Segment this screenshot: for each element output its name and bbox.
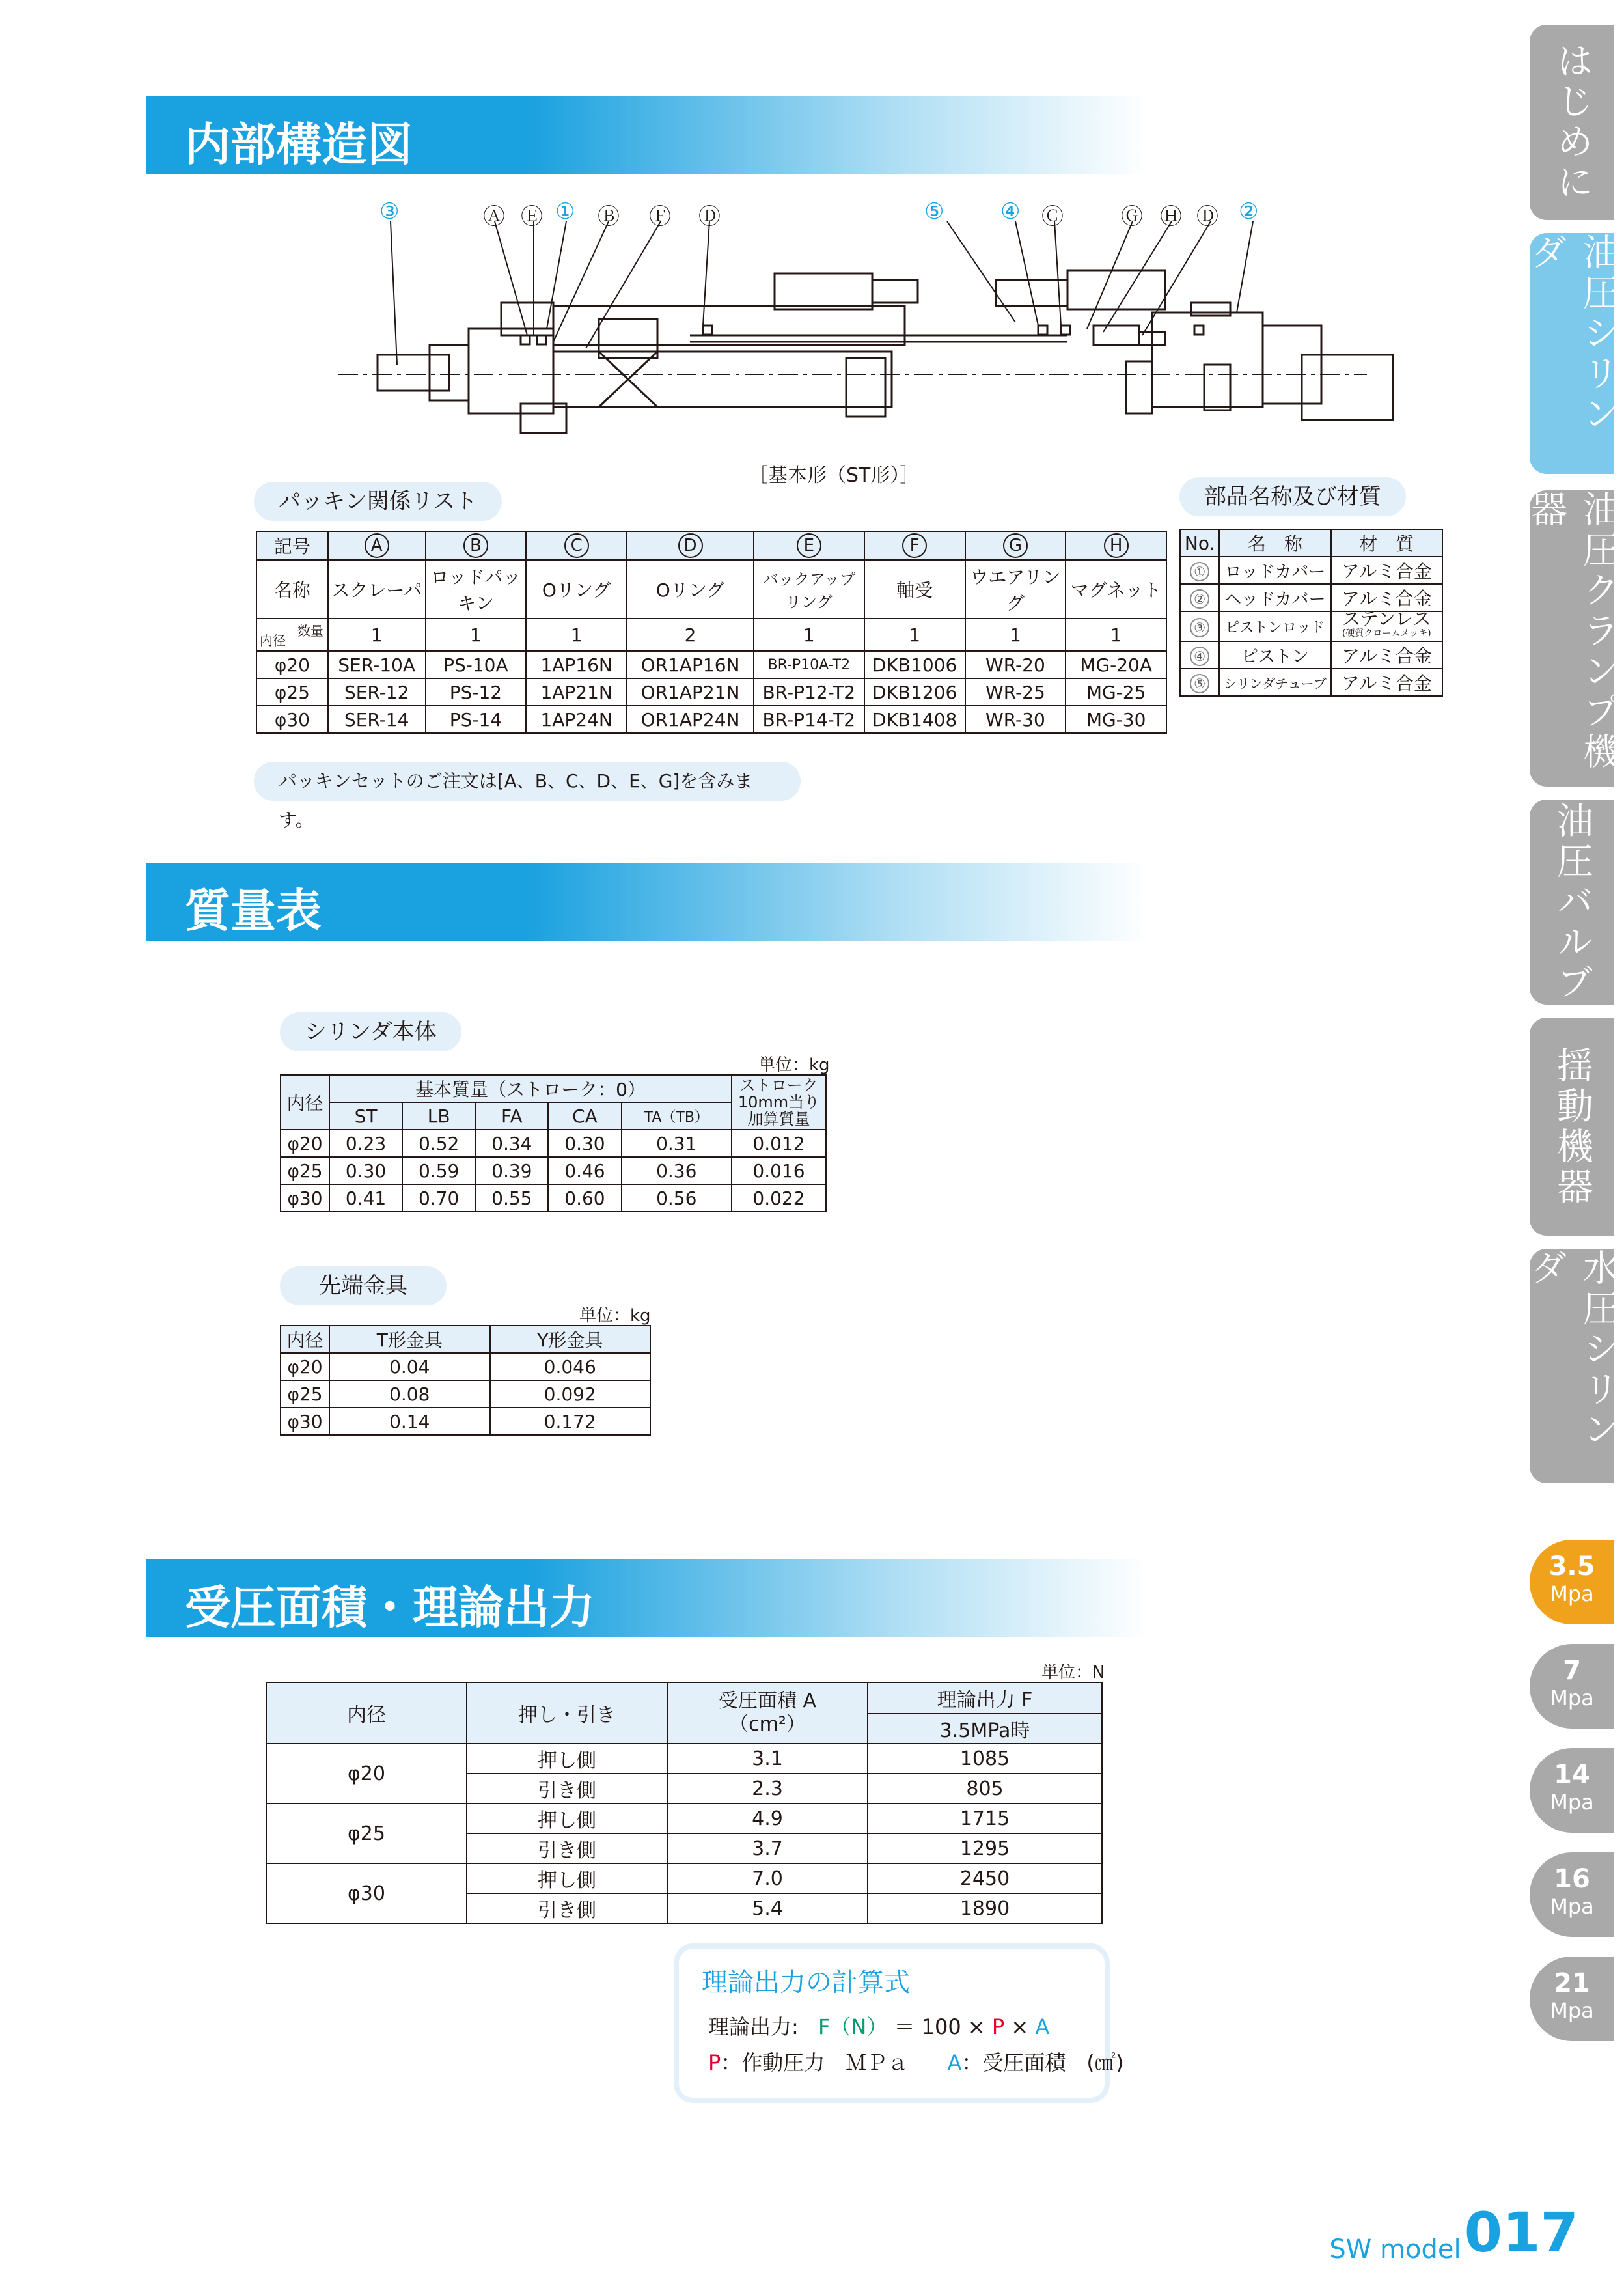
mpa-value: 3.5: [1548, 1552, 1595, 1581]
cell: 0.59: [402, 1157, 475, 1184]
part-material-note: (硬質クロームメッキ): [1342, 628, 1431, 639]
h-area-unit: （cm²）: [729, 1713, 806, 1736]
formula-times: ×: [1011, 2014, 1029, 2039]
force-row: [266, 1863, 1102, 1893]
cell: OR1AP21N: [627, 678, 754, 706]
part-no: ③: [1190, 618, 1209, 637]
mass-row: [281, 1157, 826, 1184]
mass-body-table: [280, 1074, 827, 1212]
tab-rotary[interactable]: 揺動機器: [1530, 1018, 1614, 1236]
part-name: ピストン: [1219, 641, 1330, 669]
h-bore: 内径: [281, 1075, 329, 1130]
name-g: ウエアリング: [965, 560, 1066, 619]
part-no: ②: [1190, 589, 1209, 609]
tip-row: [281, 1408, 650, 1435]
name-e: バックアップリング: [754, 560, 864, 619]
force: 2450: [868, 1863, 1102, 1893]
h-dir: 押し・引き: [467, 1682, 667, 1744]
tab-water-cylinder[interactable]: 水圧シリンダ: [1530, 1249, 1614, 1483]
sym-b: B: [463, 533, 488, 558]
tip-row: [281, 1353, 650, 1380]
qty-c: 1: [526, 619, 627, 651]
formula-title: 理論出力の計算式: [702, 1968, 910, 1998]
packing-table: [256, 531, 1167, 734]
formula-eq: ＝ 100 ×: [894, 2014, 985, 2039]
bore: φ30: [281, 1184, 329, 1212]
cell: PS-14: [426, 706, 527, 733]
packing-row-30: [256, 706, 1166, 733]
cell: 0.016: [732, 1157, 826, 1184]
section-header-structure: [146, 96, 1148, 174]
mass-tip-table: [280, 1325, 651, 1436]
bore: φ25: [256, 678, 328, 706]
mass-tip-pill: 先端金具: [280, 1266, 447, 1305]
callout-d: Ⓓ: [698, 204, 721, 230]
callout-3: ③: [379, 199, 400, 225]
h-col: CA: [548, 1102, 621, 1130]
formula-line2: [708, 2046, 1123, 2076]
packing-note: パッキンセットのご注文は[A、B、C、D、E、G]を含みます。: [254, 762, 801, 801]
cell: 0.012: [732, 1130, 826, 1157]
name-d: Oリング: [627, 560, 754, 619]
area: 4.9: [667, 1804, 868, 1833]
force: 1715: [868, 1804, 1102, 1833]
cell: WR-25: [965, 678, 1066, 706]
bore: φ20: [266, 1744, 467, 1804]
label-bore: 内径: [260, 633, 286, 648]
bore: φ30: [281, 1408, 329, 1435]
cell: SER-10A: [328, 651, 426, 678]
mpa-unit: Mpa: [1550, 1790, 1594, 1815]
qty-h: 1: [1066, 619, 1166, 651]
qty-e: 1: [754, 619, 864, 651]
tab-mpa-14[interactable]: [1530, 1748, 1614, 1833]
cell: PS-12: [426, 678, 527, 706]
part-material: アルミ合金: [1331, 641, 1442, 669]
dir: 引き側: [467, 1774, 667, 1804]
cell: OR1AP24N: [627, 706, 754, 733]
name-f: 軸受: [864, 560, 965, 619]
cell: 1AP21N: [526, 678, 627, 706]
mass-body-pill: シリンダ本体: [280, 1012, 461, 1051]
dir: 引き側: [467, 1893, 667, 1923]
callout-4: ④: [1000, 199, 1021, 225]
cell: DKB1408: [864, 706, 965, 733]
formula-p-text: ：作動圧力 ＭＰａ: [721, 2050, 909, 2075]
tab-mpa-16[interactable]: [1530, 1852, 1614, 1937]
qty-a: 1: [328, 619, 426, 651]
cell: 0.39: [475, 1157, 548, 1184]
tab-clamp[interactable]: 油圧クランプ機器: [1530, 490, 1614, 787]
area: 3.7: [667, 1833, 868, 1863]
qty-b: 1: [426, 619, 527, 651]
qty-d: 2: [627, 619, 754, 651]
mpa-unit: Mpa: [1550, 1894, 1594, 1919]
h-col: TA（TB）: [622, 1102, 732, 1130]
h-col: ST: [329, 1102, 402, 1130]
cell: BR-P10A-T2: [754, 651, 864, 678]
mpa-value: 7: [1563, 1656, 1581, 1686]
part-material: アルミ合金: [1331, 557, 1442, 584]
dir: 引き側: [467, 1833, 667, 1863]
bore: φ25: [281, 1380, 329, 1408]
mpa-value: 21: [1554, 1968, 1590, 1998]
parts-row: [1180, 557, 1442, 584]
cell: 0.55: [475, 1184, 548, 1212]
footer: [1329, 2201, 1578, 2264]
cell: MG-30: [1066, 706, 1166, 733]
formula-f: F（N）: [818, 2014, 888, 2039]
parts-row: [1180, 584, 1442, 611]
label-qty-bore: [256, 619, 328, 651]
h-force-sub: 3.5MPa時: [868, 1714, 1102, 1744]
cell: MG-25: [1066, 678, 1166, 706]
h-material: 材 質: [1331, 529, 1442, 557]
formula-box: [674, 1943, 1124, 2103]
callout-h: Ⓗ: [1160, 204, 1182, 230]
sym-a: A: [365, 533, 389, 558]
force-table: [266, 1682, 1103, 1924]
cell: SER-14: [328, 706, 426, 733]
cell: 0.14: [329, 1408, 490, 1435]
sym-e: E: [797, 533, 821, 558]
h-extra: ストローク10mm当り加算質量: [732, 1075, 826, 1130]
cell: 0.046: [490, 1353, 651, 1380]
callout-c: Ⓒ: [1041, 204, 1064, 230]
mpa-unit: Mpa: [1550, 1686, 1594, 1710]
bore: φ30: [256, 706, 328, 733]
cell: 0.022: [732, 1184, 826, 1212]
tab-hydraulic-cylinder[interactable]: 油圧シリンダ: [1530, 233, 1614, 474]
tab-mpa-3-5[interactable]: [1530, 1540, 1614, 1624]
parts-row: [1180, 641, 1442, 669]
h-force: 理論出力 F: [868, 1682, 1102, 1714]
part-no: ④: [1190, 647, 1209, 666]
callout-1: ①: [555, 199, 575, 225]
label-symbol: 記号: [256, 531, 328, 560]
cell: BR-P12-T2: [754, 678, 864, 706]
cell: 0.36: [622, 1157, 732, 1184]
cell: 0.23: [329, 1130, 402, 1157]
area: 5.4: [667, 1893, 868, 1923]
mass-row: [281, 1184, 826, 1212]
h-bore: 内径: [266, 1682, 467, 1744]
cell: DKB1206: [864, 678, 965, 706]
h-col: FA: [475, 1102, 548, 1130]
h-bore: 内径: [281, 1326, 329, 1353]
mpa-value: 14: [1554, 1760, 1590, 1790]
cell: 0.56: [622, 1184, 732, 1212]
section-title: 内部構造図: [185, 118, 413, 171]
tab-valve[interactable]: 油圧バルブ: [1530, 800, 1614, 1005]
force: 1295: [868, 1833, 1102, 1863]
bore: φ20: [281, 1130, 329, 1157]
page-number: 017: [1464, 2201, 1578, 2264]
cell: 0.52: [402, 1130, 475, 1157]
qty-g: 1: [965, 619, 1066, 651]
h-y: Y形金具: [490, 1326, 651, 1353]
name-h: マグネット: [1066, 560, 1166, 619]
tip-row: [281, 1380, 650, 1408]
sym-h: H: [1104, 533, 1129, 558]
dir: 押し側: [467, 1804, 667, 1833]
diagram-caption: ［基本形（ST形）］: [749, 464, 920, 487]
part-no: ⑤: [1190, 674, 1209, 693]
label-name: 名称: [256, 560, 328, 619]
name-b: ロッドパッキン: [426, 560, 527, 619]
part-material: アルミ合金: [1331, 669, 1442, 696]
cell: 0.70: [402, 1184, 475, 1212]
cell: 0.04: [329, 1353, 490, 1380]
section-title: 受圧面積・理論出力: [185, 1581, 595, 1634]
cell: 0.08: [329, 1380, 490, 1408]
part-name: ヘッドカバー: [1219, 584, 1330, 611]
h-col: LB: [402, 1102, 475, 1130]
qty-f: 1: [864, 619, 965, 651]
formula-a-text: ：受圧面積 (㎠): [961, 2050, 1124, 2075]
parts-pill: 部品名称及び材質: [1179, 477, 1406, 516]
h-t: T形金具: [329, 1326, 490, 1353]
label-qty: 数量: [297, 623, 323, 639]
dir: 押し側: [467, 1744, 667, 1774]
cell: PS-10A: [426, 651, 527, 678]
sym-f: F: [902, 533, 927, 558]
cell: 0.41: [329, 1184, 402, 1212]
area: 7.0: [667, 1863, 868, 1893]
mpa-unit: Mpa: [1550, 1998, 1594, 2023]
cell: 0.30: [548, 1130, 621, 1157]
part-no: ①: [1190, 562, 1209, 581]
callout-e: Ⓔ: [521, 204, 543, 230]
name-c: Oリング: [526, 560, 627, 619]
cell: DKB1006: [864, 651, 965, 678]
cell: 0.46: [548, 1157, 621, 1184]
callout-d2: Ⓓ: [1196, 204, 1218, 230]
formula-a2: A: [947, 2050, 962, 2075]
bore: φ20: [281, 1353, 329, 1380]
sym-g: G: [1003, 533, 1028, 558]
force: 1890: [868, 1893, 1102, 1923]
bore: φ25: [281, 1157, 329, 1184]
force: 805: [868, 1774, 1102, 1804]
packing-row-25: [256, 678, 1166, 706]
force-row: [266, 1744, 1102, 1774]
section-header-force: [146, 1559, 1148, 1637]
cell: 1AP24N: [526, 706, 627, 733]
tab-intro[interactable]: はじめに: [1530, 25, 1614, 220]
bore: φ20: [256, 651, 328, 678]
formula-line1: [708, 2011, 1049, 2040]
force-unit: 単位：N: [1041, 1663, 1105, 1682]
cell: OR1AP16N: [627, 651, 754, 678]
cell: WR-30: [965, 706, 1066, 733]
area: 3.1: [667, 1744, 868, 1774]
cell: WR-20: [965, 651, 1066, 678]
h-name: 名 称: [1219, 529, 1330, 557]
callout-5: ⑤: [924, 199, 944, 225]
part-material: ステンレス: [1342, 608, 1431, 630]
cell: SER-12: [328, 678, 426, 706]
cell: 1AP16N: [526, 651, 627, 678]
cell: 0.31: [622, 1130, 732, 1157]
callout-g: Ⓖ: [1121, 204, 1143, 230]
name-a: スクレーパ: [328, 560, 426, 619]
diagram-callouts: [0, 199, 1367, 229]
sym-c: C: [564, 533, 589, 558]
dir: 押し側: [467, 1863, 667, 1893]
tab-mpa-21[interactable]: [1530, 1957, 1614, 2041]
callout-b: Ⓑ: [598, 204, 620, 230]
mass-row: [281, 1130, 826, 1157]
force-row: [266, 1804, 1102, 1833]
mpa-unit: Mpa: [1550, 1581, 1594, 1606]
force: 1085: [868, 1744, 1102, 1774]
mpa-value: 16: [1554, 1864, 1590, 1894]
cell: 0.30: [329, 1157, 402, 1184]
h-area: 受圧面積 A: [718, 1690, 817, 1712]
cell: 0.172: [490, 1408, 651, 1435]
formula-p2: P: [708, 2050, 721, 2075]
area: 2.3: [667, 1774, 868, 1804]
mass-body-unit: 単位：kg: [758, 1055, 830, 1075]
parts-table: [1179, 529, 1443, 697]
cell: MG-20A: [1066, 651, 1166, 678]
formula-p: P: [991, 2014, 1005, 2039]
packing-pill: パッキン関係リスト: [254, 482, 502, 521]
tab-mpa-7[interactable]: [1530, 1644, 1614, 1729]
footer-model: SW model: [1329, 2235, 1461, 2264]
section-header-mass: [146, 863, 1148, 941]
formula-a: A: [1035, 2014, 1050, 2039]
sym-d: D: [678, 533, 703, 558]
part-name: ロッドカバー: [1219, 557, 1330, 584]
part-material: アルミ合金: [1331, 584, 1442, 611]
cell: 0.34: [475, 1130, 548, 1157]
parts-row: [1180, 611, 1442, 641]
mass-tip-unit: 単位：kg: [579, 1306, 651, 1326]
callout-2: ②: [1239, 199, 1259, 225]
section-title: 質量表: [185, 884, 322, 938]
h-no: No.: [1180, 529, 1219, 557]
callout-a: Ⓐ: [483, 204, 505, 230]
parts-row: [1180, 669, 1442, 696]
part-name: ピストンロッド: [1219, 611, 1330, 641]
h-base: 基本質量（ストローク：0）: [329, 1075, 732, 1102]
cell: 0.092: [490, 1380, 651, 1408]
callout-f: Ⓕ: [649, 204, 671, 230]
bore: φ25: [266, 1804, 467, 1863]
formula-label: 理論出力:: [708, 2014, 799, 2039]
cell: 0.60: [548, 1184, 621, 1212]
bore: φ30: [266, 1863, 467, 1923]
part-name: シリンダチューブ: [1219, 669, 1330, 696]
packing-row-20: [256, 651, 1166, 678]
cell: BR-P14-T2: [754, 706, 864, 733]
